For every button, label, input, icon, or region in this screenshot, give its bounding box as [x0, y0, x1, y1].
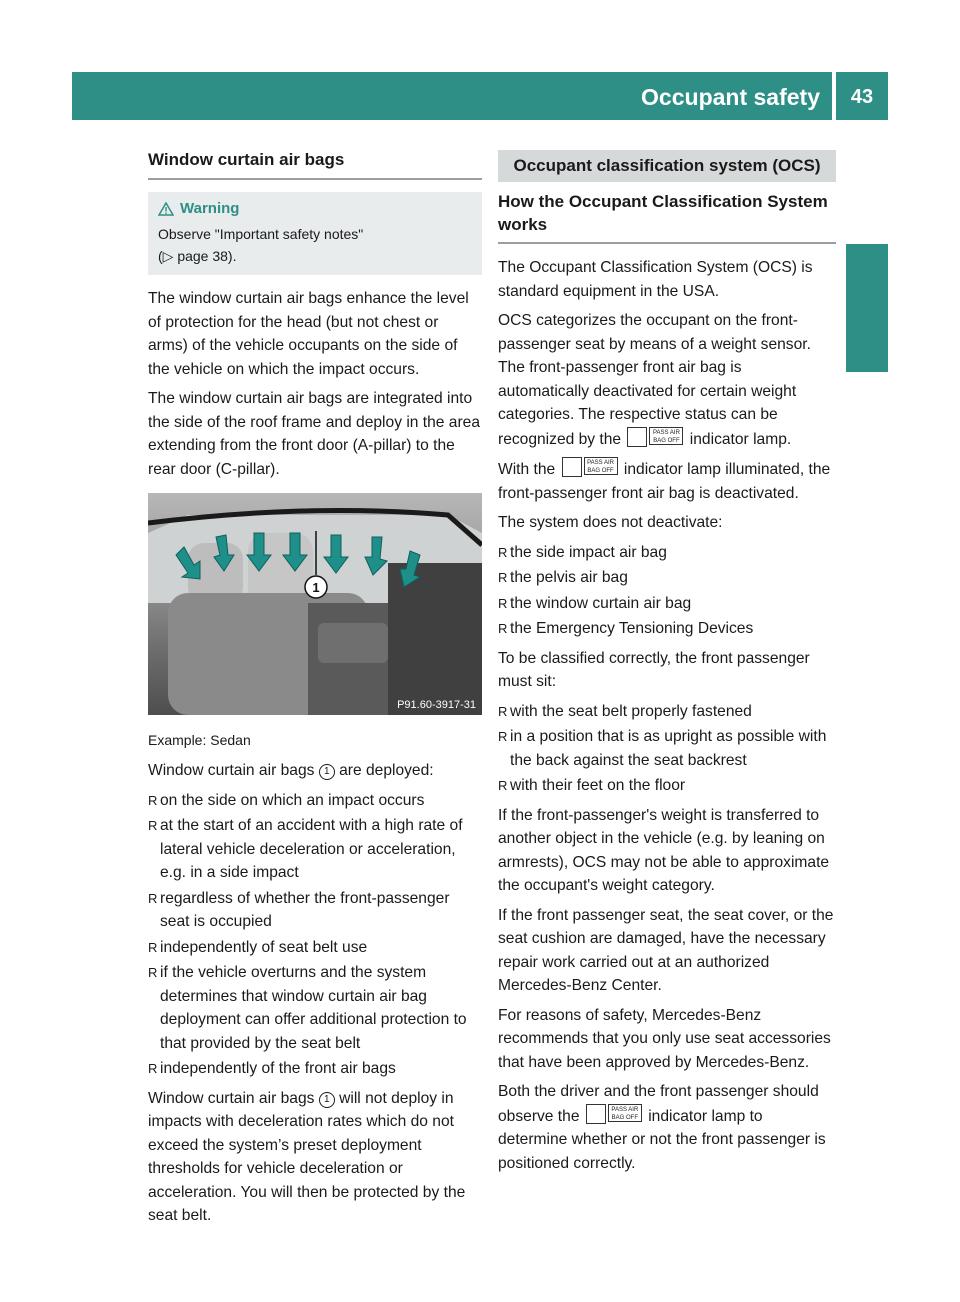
- seating-list: [498, 700, 836, 798]
- paragraph: The window curtain air bags enhance the level of protection for the head (but not chest or arms) of the vehicle occupants on the side of the vehicle on which the impact occurs.: [148, 290, 469, 378]
- page-number: 43: [836, 72, 888, 120]
- warning-title: [158, 200, 472, 217]
- pass-airbag-off-icon: PASS AIR BAG OFF: [608, 1104, 642, 1122]
- list-item: R independently of seat belt use: [148, 936, 482, 960]
- list-item: R the side impact air bag: [498, 541, 836, 565]
- text-run: indicator lamp.: [689, 430, 792, 448]
- paragraph: The Occupant Classification System (OCS) is standard equipment in the USA.: [498, 259, 813, 300]
- header-band: [72, 72, 832, 120]
- paragraph: For reasons of safety, Mercedes-Benz recommends that you only use seat accessories that have been approved by Mercedes-Benz.: [498, 1006, 831, 1071]
- warning-line-1: Observe "Important safety notes": [158, 226, 364, 242]
- list-item: R with their feet on the floor: [498, 774, 836, 798]
- subheading-ocs: How the Occupant Classification System works: [498, 190, 836, 244]
- list-item: R the window curtain air bag: [498, 592, 836, 616]
- text-run: Window curtain air bags: [148, 1089, 315, 1107]
- warning-page-ref[interactable]: (▷ page 38).: [158, 248, 237, 264]
- paragraph: [498, 1080, 836, 1175]
- right-column: [498, 150, 836, 1181]
- text-run: indicator lamp illuminated, the front-passenger front air bag is deactivated.: [498, 461, 831, 502]
- paragraph: To be classified correctly, the front passenger must sit:: [498, 649, 810, 690]
- list-item: R at the start of an accident with a high rate of lateral vehicle deceleration or acceleration, e.g. in a side impact: [148, 814, 482, 885]
- section-band-ocs: Occupant classification system (OCS): [498, 150, 836, 182]
- seat-occupant-icon: [627, 427, 647, 447]
- list-item: R on the side on which an impact occurs: [148, 789, 482, 813]
- paragraph: [148, 759, 482, 783]
- paragraph: [148, 1087, 482, 1228]
- text-run: OCS categorizes the occupant on the front-passenger seat by means of a weight sensor. The front-passenger front air bag is automatically deactivated for certain weight categories. The respective status can be recognized by the: [498, 312, 811, 448]
- list-item: R with the seat belt properly fastened: [498, 700, 836, 724]
- list-item: R if the vehicle overturns and the system determines that window curtain air bag deployment can offer additional protection to that provided by the seat belt: [148, 961, 482, 1055]
- list-item: R in a position that is as upright as possible with the back against the seat backrest: [498, 725, 836, 772]
- warning-icon: [158, 202, 174, 216]
- side-tab-label: Safety: [854, 265, 881, 338]
- warning-body: [158, 223, 472, 267]
- figure-callout-1: 1: [312, 580, 320, 595]
- deployment-list: [148, 789, 482, 1081]
- list-item: R regardless of whether the front-passenger seat is occupied: [148, 887, 482, 934]
- text-run: Both the driver and the front passenger should observe the: [498, 1083, 819, 1125]
- warning-box: [148, 192, 482, 275]
- paragraph: If the front-passenger's weight is transferred to another object in the vehicle (e.g. by leaning on armrests), OCS may not be able to approximate the occupant's weight category.: [498, 806, 830, 894]
- paragraph: The window curtain air bags are integrated into the side of the roof frame and deploy in the area extending from the front door (A-pillar) to the rear door (C-pillar).: [148, 390, 481, 478]
- pass-airbag-off-lamp: [586, 1104, 642, 1124]
- paragraph: [498, 457, 836, 505]
- paragraph: [498, 309, 836, 451]
- figure-code: P91.60-3917-31: [397, 699, 476, 711]
- not-deactivated-list: [498, 541, 836, 641]
- list-item: R independently of the front air bags: [148, 1057, 482, 1081]
- section-heading-window-curtain: Window curtain air bags: [148, 150, 482, 180]
- paragraph: The system does not deactivate:: [498, 514, 723, 531]
- text-run: are deployed:: [339, 762, 434, 779]
- text-run: will not deploy in impacts with deceleration rates which do not exceed the system’s preset deployment thresholds for vehicle deceleration or acceleration. You will then be protected by the seat belt.: [148, 1089, 466, 1224]
- pass-airbag-off-lamp: [627, 427, 683, 447]
- pass-airbag-off-icon: PASS AIR BAG OFF: [584, 457, 618, 475]
- seat-occupant-icon: [586, 1104, 606, 1124]
- list-item: R the pelvis air bag: [498, 566, 836, 590]
- chapter-title: Occupant safety: [641, 84, 820, 110]
- list-item: R the Emergency Tensioning Devices: [498, 617, 836, 641]
- car-interior-illustration: [148, 493, 482, 715]
- reference-number: 1: [319, 1092, 335, 1108]
- text-run: indicator lamp to determine whether or not the front passenger is positioned correctly.: [498, 1107, 826, 1172]
- pass-airbag-off-lamp: [562, 457, 618, 477]
- warning-label: Warning: [180, 200, 240, 217]
- text-run: Window curtain air bags: [148, 762, 315, 779]
- window-curtain-airbag-figure: [148, 493, 482, 715]
- text-run: With the: [498, 461, 556, 478]
- pass-airbag-off-icon: PASS AIR BAG OFF: [649, 427, 683, 445]
- seat-occupant-icon: [562, 457, 582, 477]
- reference-number: 1: [319, 764, 335, 780]
- left-column: [148, 150, 482, 1234]
- paragraph: If the front passenger seat, the seat cover, or the seat cushion are damaged, have the necessary repair work carried out at an authorized Mercedes-Benz Center.: [498, 906, 834, 994]
- figure-caption: Example: Sedan: [148, 732, 251, 748]
